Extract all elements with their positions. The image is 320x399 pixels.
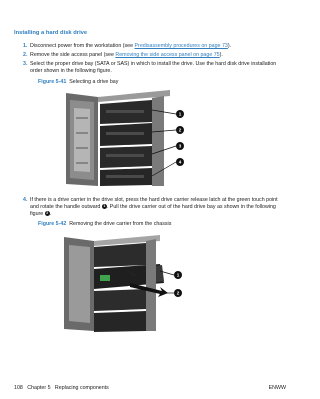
callout-1: 1 <box>178 111 182 117</box>
callout-1: 1 <box>176 272 180 278</box>
step-number: 1. <box>23 43 28 49</box>
figure-label: Figure 5-42 <box>38 221 67 227</box>
step-text-end: ). <box>227 43 232 49</box>
step-number: 4. <box>23 197 28 203</box>
callout-2: 2 <box>178 127 182 133</box>
step-text-end: . <box>49 211 52 217</box>
step-number: 2. <box>23 52 28 58</box>
side-panel-link[interactable]: Removing the side access panel on page 75 <box>115 52 220 58</box>
section-title: Installing a hard disk drive <box>14 30 88 36</box>
figure-label: Figure 5-41 <box>38 79 67 85</box>
drive-carrier-removal-illustration <box>60 231 185 336</box>
callout-3: 3 <box>178 143 182 149</box>
step-3 <box>23 61 282 75</box>
callout-4: 4 <box>178 159 182 165</box>
step-text: Remove the side access panel (see <box>30 52 116 58</box>
step-text: If there is a drive carrier in the drive slot, press the hard drive carrier release latch at the green touch point and rotate the handle outward <box>30 197 278 210</box>
drive-bay-illustration <box>60 88 190 188</box>
step-2 <box>23 52 282 59</box>
step-text-end: ). <box>219 52 223 58</box>
predisassembly-link[interactable]: Predisassembly procedures on page 73 <box>134 43 228 49</box>
step-number: 3. <box>23 61 28 67</box>
figure-caption-text: Removing the drive carrier from the chassis <box>69 221 172 227</box>
callout-2: 2 <box>176 290 180 296</box>
figure-42-caption <box>38 221 171 227</box>
step-1 <box>23 43 282 50</box>
footer-right: ENWW <box>268 385 286 391</box>
footer-left: 108 Chapter 5 Replacing components <box>14 385 109 391</box>
callout-2-badge: 2 <box>46 211 49 216</box>
step-4 <box>23 197 282 218</box>
step-text: Disconnect power from the workstation (see <box>30 43 135 49</box>
step-text-middle: . Pull the drive carrier out of the hard drive bay as shown in the following figure <box>30 204 276 217</box>
figure-caption-text: Selecting a drive bay <box>69 79 119 85</box>
figure-41-caption <box>38 79 118 85</box>
callout-1-badge: 1 <box>103 204 106 209</box>
step-text: Select the proper drive bay (SATA or SAS) in which to install the drive. Use the hard disk drive installation order shown in the following figure. <box>30 61 277 74</box>
